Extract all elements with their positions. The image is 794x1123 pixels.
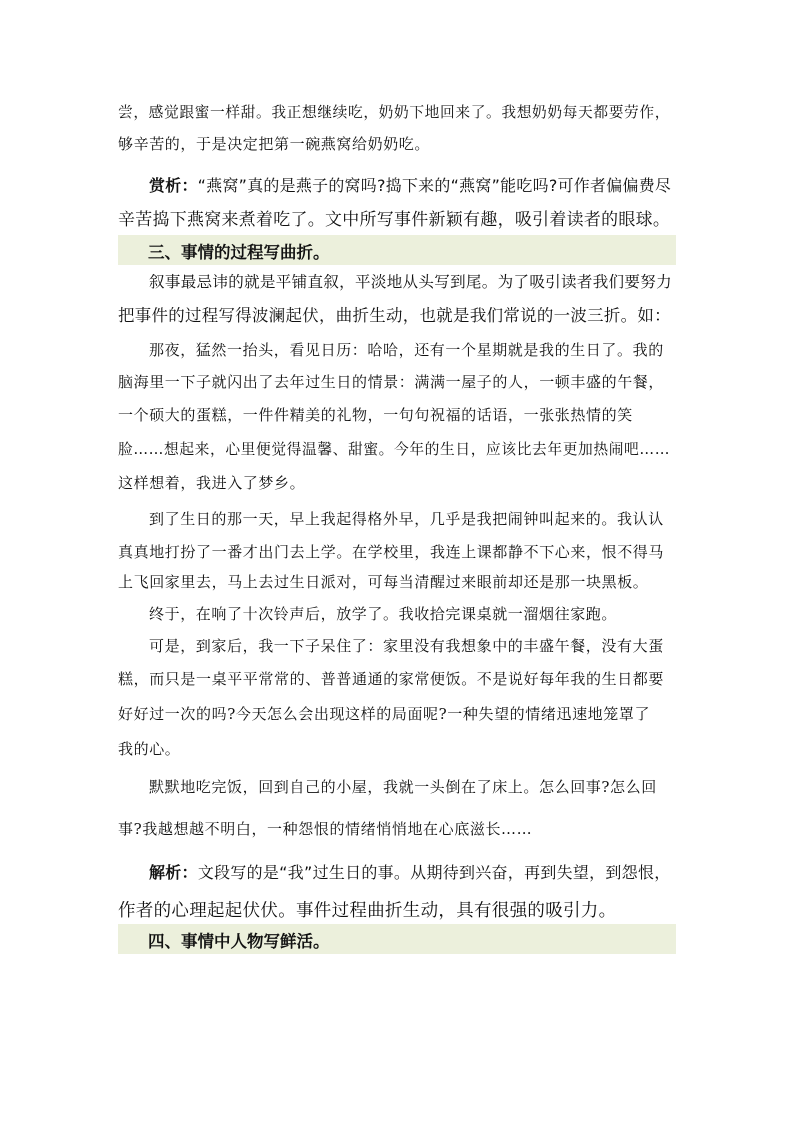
appreciation-label: 赏析：	[149, 176, 198, 195]
analysis-line	[149, 860, 670, 883]
section-heading: 三、事情的过程写曲折。	[148, 243, 330, 262]
example-line: 好好过一次的吗?今天怎么会出现这样的局面呢?一种失望的情绪迅速地笼罩了	[118, 705, 651, 723]
intro-line: 叙事最忌讳的就是平铺直叙，平淡地从头写到尾。为了吸引读者我们要努力	[149, 273, 672, 291]
intro-line: 把事件的过程写得波澜起伏，曲折生动，也就是我们常说的一波三折。如：	[118, 306, 671, 325]
example-line: 那夜，猛然一抬头，看见日历：哈哈，还有一个星期就是我的生日了。我的	[149, 341, 664, 359]
section-heading-bar	[118, 924, 676, 954]
example-line: 终于，在响了十次铃声后，放学了。我收拾完课桌就一溜烟往家跑。	[149, 605, 618, 623]
example-line: 事?我越想越不明白，一种怨恨的情绪悄悄地在心底滋长……	[118, 820, 533, 838]
example-line: 可是，到家后，我一下子呆住了：家里没有我想象中的丰盛午餐，没有大蛋	[149, 637, 664, 655]
appreciation-line	[149, 173, 671, 196]
paragraph-line: 尝，感觉跟蜜一样甜。我正想继续吃，奶奶下地回来了。我想奶奶每天都要劳作，	[118, 104, 671, 121]
analysis-label: 解析：	[149, 863, 198, 882]
analysis-line: 作者的心理起起伏伏。事件过程曲折生动，具有很强的吸引力。	[118, 901, 617, 921]
example-line: 这样想着，我进入了梦乡。	[118, 474, 306, 492]
analysis-text: 文段写的是“我”过生日的事。从期待到兴奋，再到失望，到怨恨，	[197, 863, 671, 882]
example-line: 到了生日的那一天，早上我起得格外早，几乎是我把闹钟叫起来的。我认认	[149, 510, 664, 528]
example-line: 默默地吃完饭，回到自己的小屋，我就一头倒在了床上。怎么回事?怎么回	[149, 778, 657, 796]
example-line: 糕，而只是一桌平平常常的、普普通通的家常便饭。不是说好每年我的生日都要	[118, 670, 665, 688]
example-line: 脸……想起来，心里便觉得温馨、甜蜜。今年的生日，应该比去年更加热闹吧……	[118, 441, 671, 458]
section-heading: 四、事情中人物写鲜活。	[148, 932, 330, 951]
example-line: 脑海里一下子就闪出了去年过生日的情景：满满一屋子的人，一顿丰盛的午餐，	[118, 373, 665, 391]
appreciation-line: 辛苦捣下燕窝来煮着吃了。文中所写事件新颖有趣，吸引着读者的眼球。	[118, 209, 671, 229]
paragraph-line: 够辛苦的，于是决定把第一碗燕窝给奶奶吃。	[118, 135, 431, 153]
example-line: 我的心。	[118, 740, 181, 758]
section-heading-bar	[118, 235, 676, 265]
appreciation-text: “燕窝”真的是燕子的窝吗?捣下来的“燕窝”能吃吗?可作者偏偏费尽	[197, 176, 672, 195]
example-line: 一个硕大的蛋糕，一件件精美的礼物，一句句祝福的话语，一张张热情的笑	[118, 406, 633, 424]
example-line: 真真地打扮了一番才出门去上学。在学校里，我连上课都静不下心来，恨不得马	[118, 543, 665, 561]
example-line: 上飞回家里去，马上去过生日派对，可每当清醒过来眼前却还是那一块黑板。	[118, 573, 649, 591]
